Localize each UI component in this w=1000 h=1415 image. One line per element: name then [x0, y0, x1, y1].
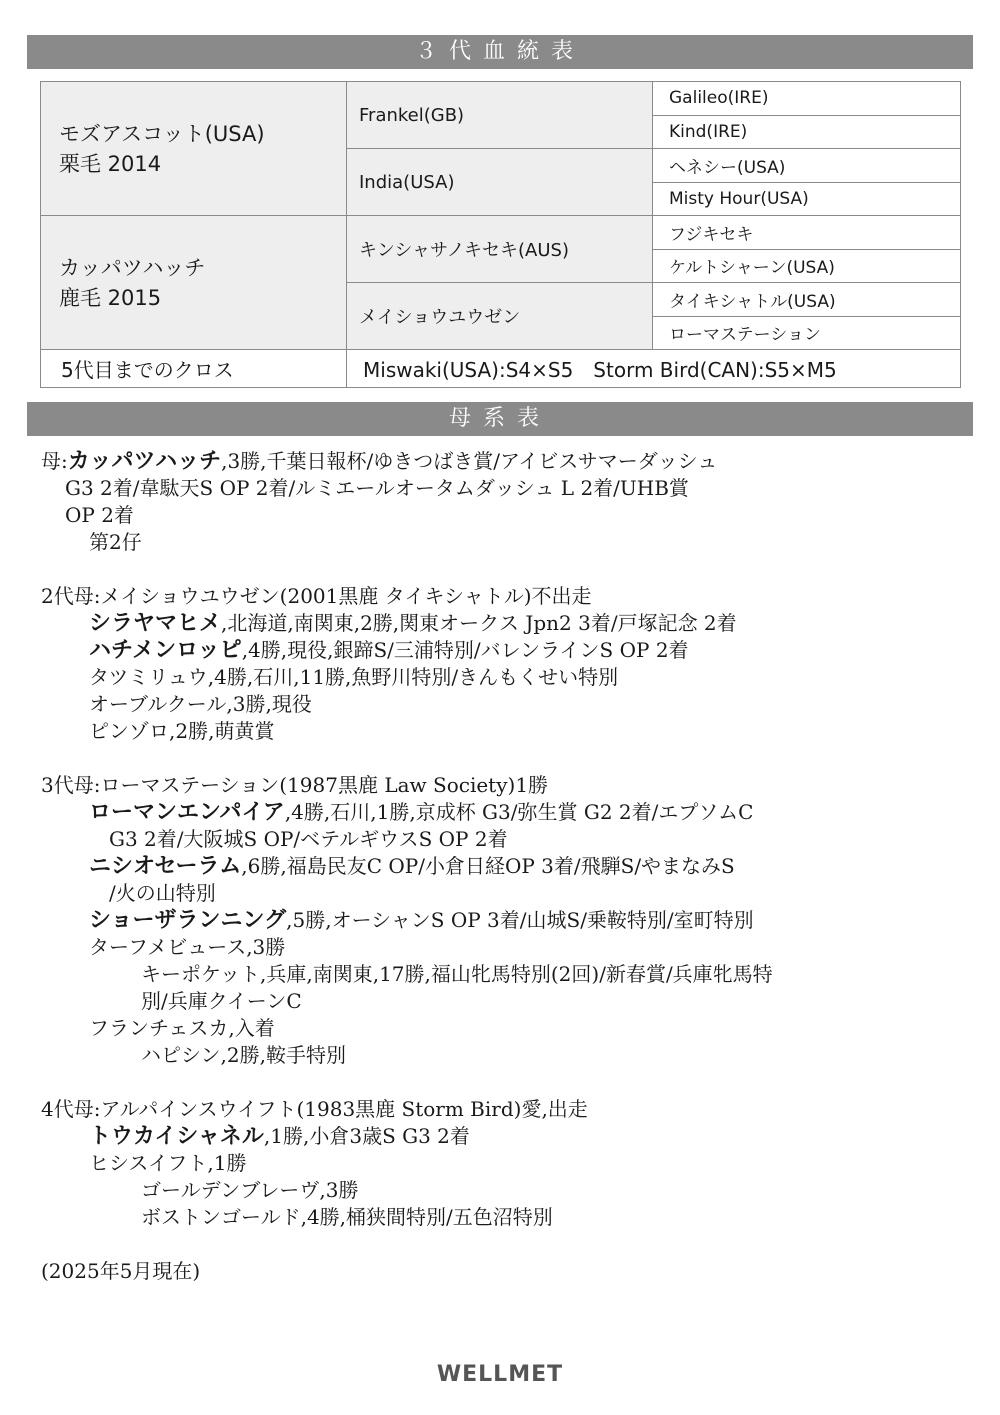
line-rest: ,5勝,オーシャンS OP 3着/山城S/乗鞍特別/室町特別: [286, 908, 754, 932]
line-rest: G3 2着/大阪城S OP/ベテルギウスS OP 2着: [109, 827, 508, 851]
line-rest: ,4勝,現役,銀蹄S/三浦特別/バレンラインS OP 2着: [241, 638, 689, 662]
line-rest: 第2仔: [89, 530, 142, 554]
sire-info: 栗毛 2014: [59, 151, 162, 176]
damline-line: [41, 826, 941, 853]
damline-line: [41, 1204, 941, 1231]
line-rest: 4代母:アルパインスウイフト(1983黒鹿 Storm Bird)愛,出走: [41, 1097, 588, 1121]
horse-name-bold: ハチメンロッピ: [89, 638, 242, 663]
damline-line: [41, 1150, 941, 1177]
horse-name-bold: ショーザランニング: [89, 908, 287, 933]
damline-text: [41, 448, 941, 1285]
line-prefix: 母:: [41, 449, 68, 473]
damline-line: [41, 718, 941, 745]
damline-line: [41, 961, 941, 988]
cross-value: Miswaki(USA):S4×S5 Storm Bird(CAN):S5×M5: [347, 350, 961, 388]
line-rest: ピンゾロ,2勝,萌黄賞: [89, 719, 275, 743]
line-rest: OP 2着: [65, 503, 134, 527]
line-rest: ゴールデンブレーヴ,3勝: [141, 1178, 359, 1202]
dam-info: 鹿毛 2015: [59, 285, 162, 310]
line-prefix: [89, 827, 109, 851]
line-rest: キーポケット,兵庫,南関東,17勝,福山牝馬特別(2回)/新春賞/兵庫牝馬特: [141, 962, 773, 986]
spacer: [41, 745, 941, 772]
line-rest: フランチェスカ,入着: [89, 1016, 275, 1040]
horse-name-bold: シラヤマヒメ: [89, 611, 222, 636]
wellmet-logo: WELLMET: [436, 1362, 564, 1387]
damline-line: [41, 1123, 941, 1150]
damline-line: [41, 799, 941, 826]
sire-name: モズアスコット(USA): [59, 121, 265, 146]
horse-name-bold: ローマンエンパイア: [89, 800, 285, 825]
line-rest: オーブルクール,3勝,現役: [89, 692, 312, 716]
sire-sire-cell: Frankel(GB): [347, 82, 653, 149]
horse-name-bold: トウカイシャネル: [89, 1124, 264, 1149]
dam-dam-cell: メイショウユウゼン: [347, 283, 653, 350]
line-rest: 2代母:メイショウユウゼン(2001黒鹿 タイキシャトル)不出走: [41, 584, 592, 608]
damline-line: [41, 934, 941, 961]
damline-title-banner: 母系表: [27, 402, 973, 436]
gen3-cell: Misty Hour(USA): [653, 182, 961, 216]
damline-line: [41, 529, 941, 556]
damline-line: [41, 772, 941, 799]
dam-sire-cell: キンシャサノキセキ(AUS): [347, 216, 653, 283]
line-rest: ターフメビュース,3勝: [89, 935, 286, 959]
damline-line: [41, 853, 941, 880]
damline-line: [41, 448, 941, 475]
line-rest: ハピシン,2勝,鞍手特別: [141, 1043, 346, 1067]
spacer: [41, 556, 941, 583]
line-rest: タツミリュウ,4勝,石川,11勝,魚野川特別/きんもくせい特別: [89, 665, 619, 689]
damline-line: [41, 1177, 941, 1204]
line-rest: (2025年5月現在): [41, 1259, 201, 1283]
line-rest: 3代母:ローマステーション(1987黒鹿 Law Society)1勝: [41, 773, 549, 797]
gen3-cell: ケルトシャーン(USA): [653, 249, 961, 283]
damline-line: [41, 907, 941, 934]
cross-label: 5代目までのクロス: [41, 350, 347, 388]
line-prefix: [89, 881, 109, 905]
line-rest: 別/兵庫クイーンC: [141, 989, 302, 1013]
line-rest: ,4勝,石川,1勝,京成杯 G3/弥生賞 G2 2着/エプソムC: [284, 800, 754, 824]
spacer: [41, 1069, 941, 1096]
gen3-cell: Galileo(IRE): [653, 82, 961, 116]
damline-line: [41, 1096, 941, 1123]
line-rest: ,1勝,小倉3歳S G3 2着: [263, 1124, 470, 1148]
sire-cell: [41, 82, 347, 216]
damline-line: [41, 610, 941, 637]
damline-line: [41, 583, 941, 610]
damline-line: [41, 502, 941, 529]
damline-line: [41, 988, 941, 1015]
damline-line: [41, 1042, 941, 1069]
gen3-cell: ローマステーション: [653, 316, 961, 350]
line-rest: ,6勝,福島民友C OP/小倉日経OP 3着/飛騨S/やまなみS: [241, 854, 735, 878]
gen3-cell: Kind(IRE): [653, 115, 961, 149]
gen3-cell: ヘネシー(USA): [653, 149, 961, 183]
line-rest: ,北海道,南関東,2勝,関東オークス Jpn2 3着/戸塚記念 2着: [221, 611, 737, 635]
damline-line: [41, 880, 941, 907]
line-rest: /火の山特別: [109, 881, 216, 905]
sire-dam-cell: India(USA): [347, 149, 653, 216]
line-rest: G3 2着/韋駄天S OP 2着/ルミエールオータムダッシュ L 2着/UHB賞: [65, 476, 689, 500]
line-rest: ,3勝,千葉日報杯/ゆきつばき賞/アイビスサマーダッシュ: [221, 449, 718, 473]
horse-name-bold: カッパツハッチ: [67, 449, 222, 474]
damline-line: [41, 1258, 941, 1285]
line-rest: ボストンゴールド,4勝,桶狭間特別/五色沼特別: [141, 1205, 553, 1229]
pedigree-title-banner: ３代血統表: [27, 35, 973, 69]
damline-line: [41, 664, 941, 691]
dam-name: カッパツハッチ: [59, 255, 206, 280]
damline-line: [41, 691, 941, 718]
dam-cell: [41, 216, 347, 350]
damline-line: [41, 475, 941, 502]
damline-line: [41, 637, 941, 664]
line-rest: ヒシスイフト,1勝: [89, 1151, 247, 1175]
pedigree-table: [40, 81, 961, 388]
gen3-cell: タイキシャトル(USA): [653, 283, 961, 317]
damline-line: [41, 1015, 941, 1042]
spacer: [41, 1231, 941, 1258]
horse-name-bold: ニシオセーラム: [89, 854, 242, 879]
gen3-cell: フジキセキ: [653, 216, 961, 250]
